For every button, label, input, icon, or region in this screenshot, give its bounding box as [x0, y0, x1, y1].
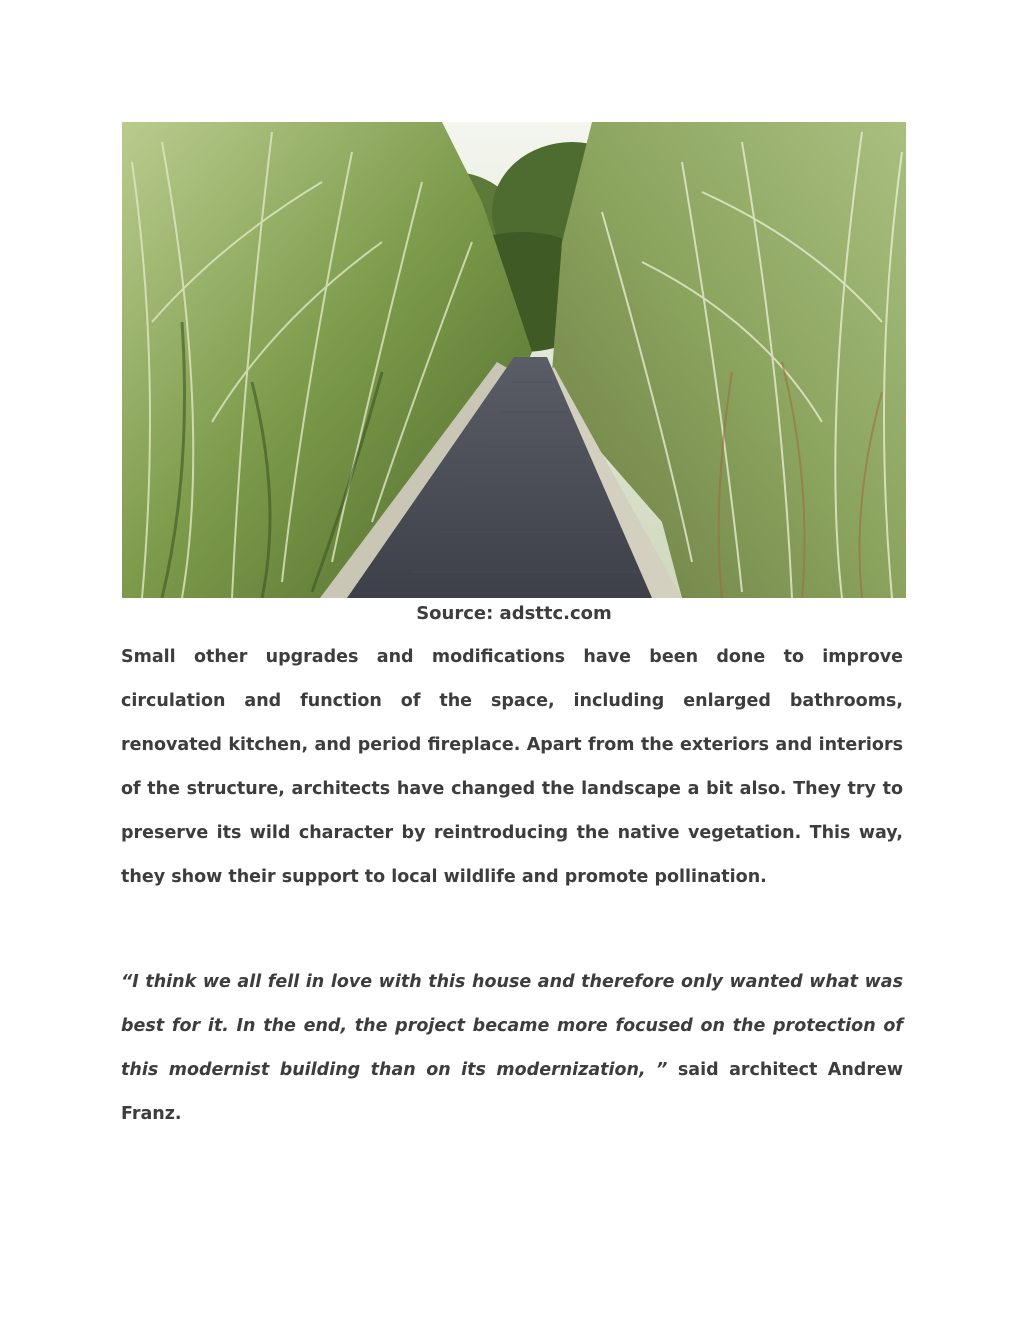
- image-source-caption: Source: adsttc.com: [416, 603, 612, 624]
- architect-quote: “I think we all fell in love with this house and therefore only wanted what was best for it. In the end, the project became more focused on the protection of this modernist building than on its modernization, ”: [121, 972, 903, 1080]
- quote-attribution: said architect Andrew Franz.: [121, 1060, 903, 1124]
- boardwalk-illustration: [122, 122, 906, 598]
- body-paragraph: Small other upgrades and modifications have been done to improve circulation and function of the space, including enlarged bathrooms, renovated kitchen, and period fireplace. Apart from the exteriors and interiors of the structure, architects have changed the landscape a bit also. They try to preserve its wild character by reintroducing the native vegetation. This way, they show their support to local wildlife and promote pollination.: [121, 647, 903, 887]
- boardwalk-photo: [122, 122, 906, 598]
- quote-paragraph: [121, 960, 903, 1136]
